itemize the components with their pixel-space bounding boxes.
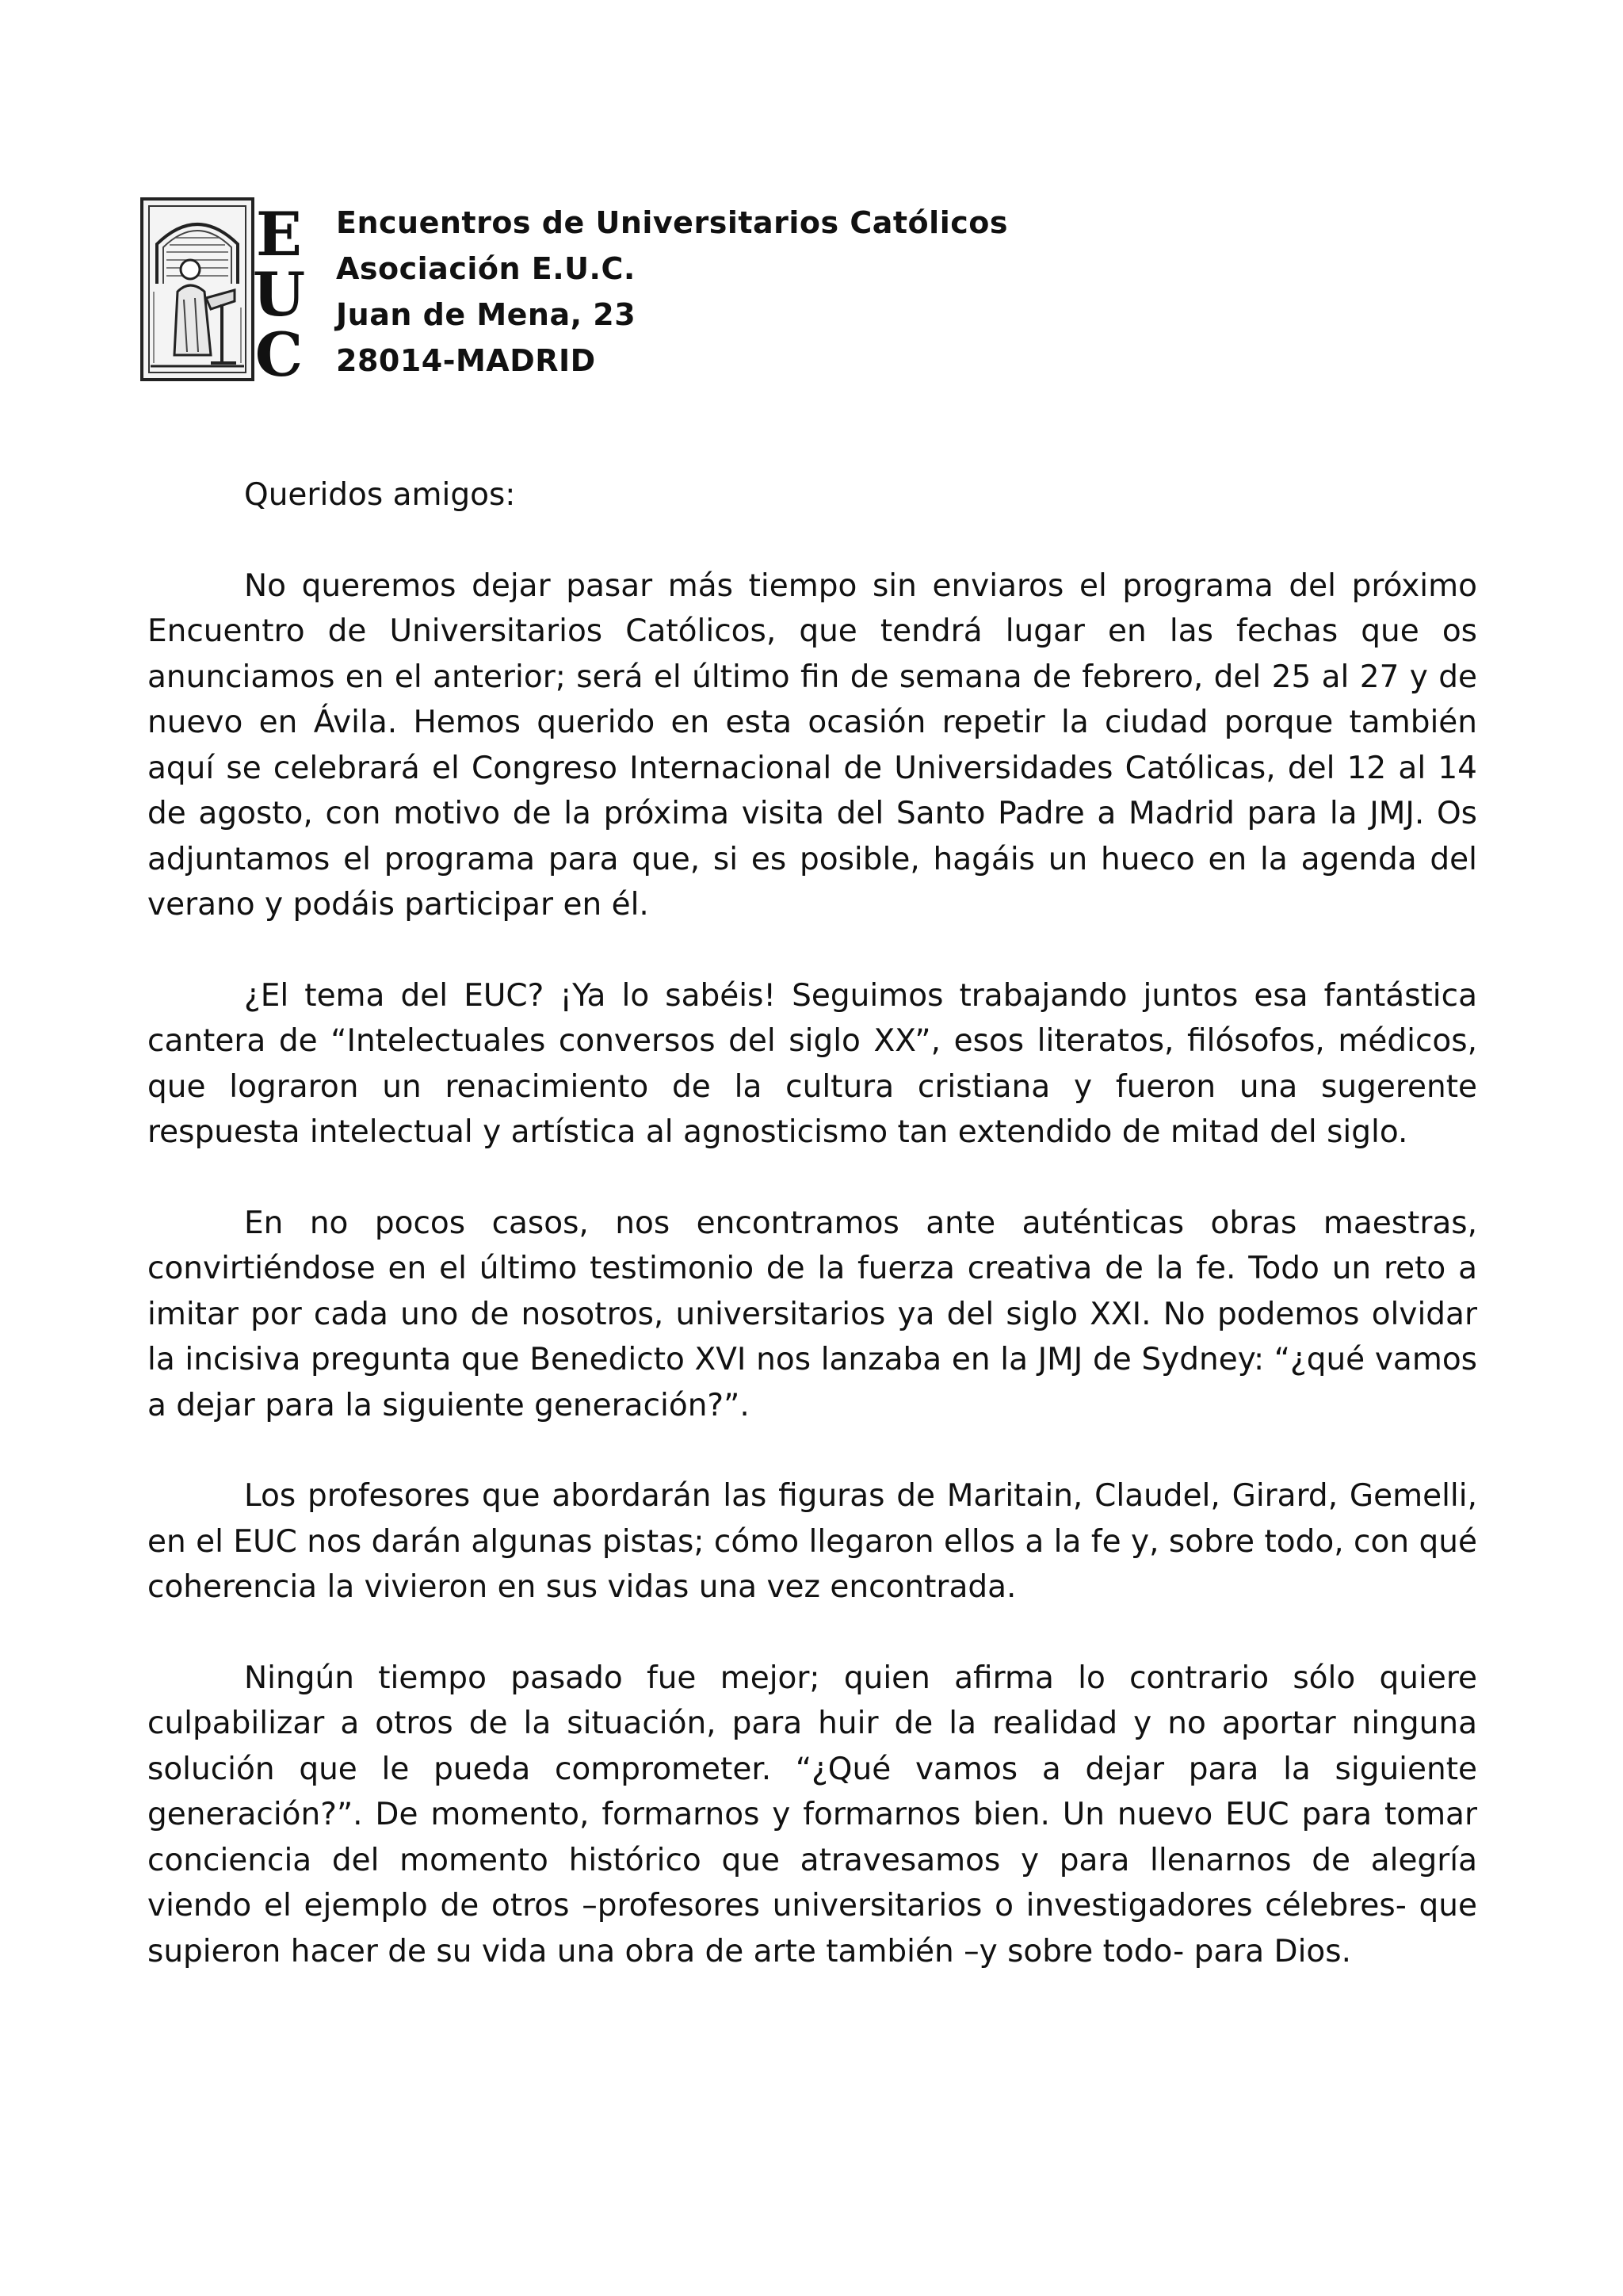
association-name: Asociación E.U.C. xyxy=(336,251,636,286)
paragraph-3: En no pocos casos, nos encontramos ante auténticas obras maestras, convirtiéndose en el último testimonio de la fuerza creativa de la fe. Todo un reto a imitar por cada uno de nosotros, universitarios ya del siglo XXI. No podemos olvidar la incisiva pregunta que Benedicto XVI nos lanzaba en la JMJ de Sydney: “¿qué vamos a dejar para la siguiente generación?”. xyxy=(147,1205,1477,1423)
paragraph-5: Ningún tiempo pasado fue mejor; quien afirma lo contrario sólo quiere culpabilizar a otros de la situación, para huir de la realidad y no aportar ninguna solución que le pueda comprometer. “¿Qué vamos a dejar para la siguiente generación?”. De momento, formarnos y formarnos bien. Un nuevo EUC para tomar conciencia del momento histórico que atravesamos y para llenarnos de alegría viendo el ejemplo de otros –profesores universitarios o investigadores célebres- que supieron hacer de su vida una obra de arte también –y sobre todo- para Dios. xyxy=(147,1660,1477,1969)
paragraph-2: ¿El tema del EUC? ¡Ya lo sabéis! Seguimos trabajando juntos esa fantástica cantera de “Intelectuales conversos del siglo XX”, esos literatos, filósofos, médicos, que lograron un renacimiento de la cultura cristiana y fueron una sugerente respuesta intelectual y artística al agnosticismo tan extendido de mitad del siglo. xyxy=(147,977,1477,1150)
paragraph-1: No queremos dejar pasar más tiempo sin enviaros el programa del próximo Encuentro de Universitarios Católicos, que tendrá lugar en las fechas que os anunciamos en el anterior; será el último fin de semana de febrero, del 25 al 27 y de nuevo en Ávila. Hemos querido en esta ocasión repetir la ciudad porque también aquí se celebrará el Congreso Internacional de Universidades Católicas, del 12 al 14 de agosto, con motivo de la próxima visita del Santo Padre a Madrid para la JMJ. Os adjuntamos el programa para que, si es posible, hagáis un hueco en la agenda del verano y podáis participar en él. xyxy=(147,567,1477,923)
svg-text:E: E xyxy=(256,199,302,269)
salutation: Queridos amigos: xyxy=(244,477,516,513)
svg-text:C: C xyxy=(254,319,304,384)
euc-illuminated-logo-icon xyxy=(139,197,314,384)
organization-name: Encuentros de Universitarios Católicos xyxy=(336,205,1008,240)
letter-body xyxy=(147,472,1477,2019)
postal-city: 28014-MADRID xyxy=(336,343,596,378)
street-address: Juan de Mena, 23 xyxy=(336,297,636,332)
svg-text:U: U xyxy=(252,259,306,330)
sender-address-block xyxy=(336,200,1008,384)
paragraph-4: Los profesores que abordarán las figuras de Maritain, Claudel, Girard, Gemelli, en el EUC nos darán algunas pistas; cómo llegaron ellos a la fe y, sobre todo, con qué coherencia la vivieron en sus vidas una vez encontrada. xyxy=(147,1478,1477,1605)
